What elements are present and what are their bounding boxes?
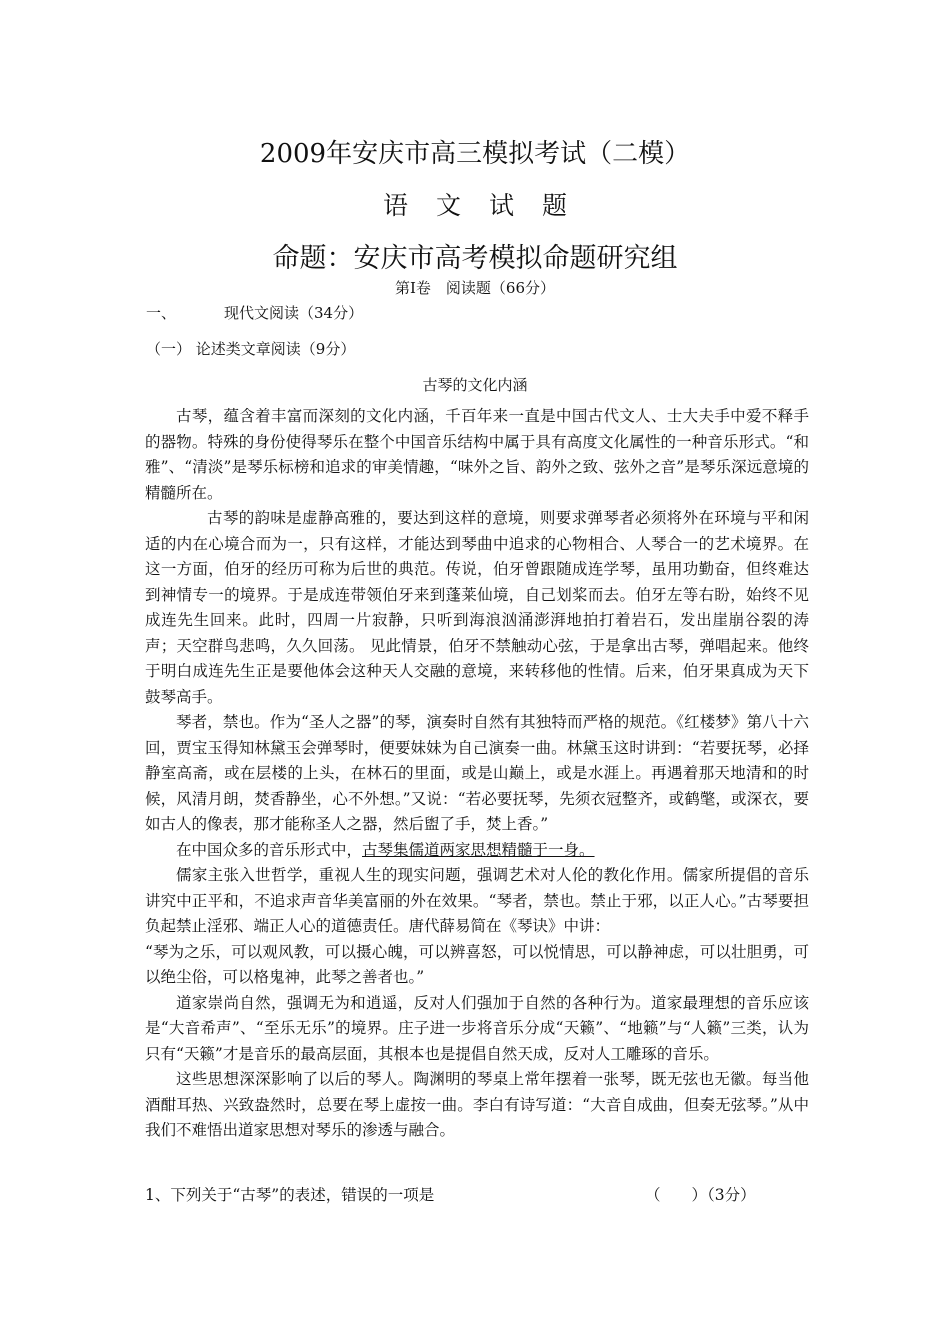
question-stem: 1、下列关于“古琴”的表述，错误的一项是: [145, 1186, 435, 1204]
underlined-sentence: 古琴集儒道两家思想精髓于一身。: [362, 840, 595, 859]
author-line: 命题：安庆市高考模拟命题研究组: [272, 243, 678, 274]
subject-char: 文: [435, 191, 461, 220]
question-1: [145, 1183, 809, 1205]
paragraph: 这些思想深深影响了以后的琴人。陶渊明的琴桌上常年摆着一张琴，既无弦也无徽。每当他酒酣耳热、兴致盎然时，总要在琴上虚按一曲。李白有诗写道：“大音自成曲，但奏无弦琴。”从中我们不难悟出道家思想对琴乐的渗透与融合。: [145, 1070, 809, 1139]
volume-heading: 第Ⅰ卷 阅读题（66分）: [394, 279, 555, 297]
paragraph-text: 在中国众多的音乐形式中，: [176, 840, 363, 859]
subject-title: [0, 186, 950, 222]
paragraph: 儒家主张入世哲学，重视人生的现实问题，强调艺术对人伦的教化作用。儒家所提倡的音乐讲究中正平和，不追求声音华美富丽的外在效果。“琴者，禁也。禁止于邪，以正人心。”古琴要担负起禁止淫邪、端正人心的道德责任。唐代薛易简在《琴诀》中讲：: [145, 866, 809, 935]
answer-blank: （ ）（3分）: [645, 1186, 756, 1204]
article-body: [145, 404, 809, 1144]
subject-char: 题: [542, 191, 568, 220]
paragraph: 道家崇尚自然，强调无为和逍遥，反对人们强加于自然的各种行为。道家最理想的音乐应该是“大音希声”、“至乐无乐”的境界。庄子进一步将音乐分成“天籁”、“地籁”与“人籁”三类，认为只有“天籁”才是音乐的最高层面，其根本也是提倡自然天成，反对人工雕琢的音乐。: [145, 993, 809, 1063]
section-number: 一、: [146, 304, 177, 322]
paragraph: 古琴，蕴含着丰富而深刻的文化内涵，千百年来一直是中国古代文人、士大夫手中爱不释手的器物。特殊的身份使得琴乐在整个中国音乐结构中属于具有高度文化属性的一种音乐形式。“和雅”、“清淡”是琴乐标榜和追求的审美情趣，“味外之旨、韵外之致、弦外之音”是琴乐深远意境的精髓所在。: [145, 407, 809, 502]
section-heading: [146, 302, 363, 323]
paragraph: 古琴的韵味是虚静高雅的，要达到这样的意境，则要求弹琴者必须将外在环境与平和闲适的内在心境合而为一，只有这样，才能达到琴曲中追求的心物相合、人琴合一的艺术境界。在这一方面，伯牙的经历可称为后世的典范。传说，伯牙曾跟随成连学琴，虽用功勤奋，但终难达到神情专一的境界。于是成连带领伯牙来到蓬莱仙境，自己划桨而去。伯牙左等右盼，始终不见成连先生回来。此时，四周一片寂静，只听到海浪汹涌澎湃地拍打着岩石，发出崖崩谷裂的涛声；天空群鸟悲鸣，久久回荡。 见此情景，伯牙不禁触动心弦，于是拿出古琴，弹唱起来。他终于明白成连先生正是要他体会这种天人交融的意境，来转移他的性情。后来，伯牙果真成为天下鼓琴高手。: [145, 509, 809, 706]
quotation: “琴为之乐，可以观风教，可以摄心魄，可以辨喜怒，可以悦情思，可以静神虑，可以壮胆勇，可以绝尘俗，可以格鬼神，此琴之善者也。”: [145, 942, 809, 986]
exam-title: 2009年安庆市高三模拟考试（二模）: [259, 139, 691, 169]
paragraph: [145, 838, 809, 864]
paragraph: 琴者，禁也。作为“圣人之器”的琴，演奏时自然有其独特而严格的规范。《红楼梦》第八十六回，贾宝玉得知林黛玉会弹琴时，便要妹妹为自己演奏一曲。林黛玉这时讲到：“若要抚琴，必择静室高斋，或在层楼的上头，在林石的里面，或是山巅上，或是水涯上。再遇着那天地清和的时候，风清月朗，焚香静坐，心不外想。”又说：“若必要抚琴，先须衣冠整齐，或鹤氅，或深衣，要如古人的像表，那才能称圣人之器，然后盥了手，焚上香。”: [145, 713, 809, 833]
subject-char: 语: [382, 191, 408, 220]
subsection-heading: （一） 论述类文章阅读（9分）: [146, 340, 356, 358]
section-label: 现代文阅读（34分）: [224, 304, 364, 322]
subject-char: 试: [489, 191, 515, 220]
article-title: 古琴的文化内涵: [422, 376, 528, 394]
